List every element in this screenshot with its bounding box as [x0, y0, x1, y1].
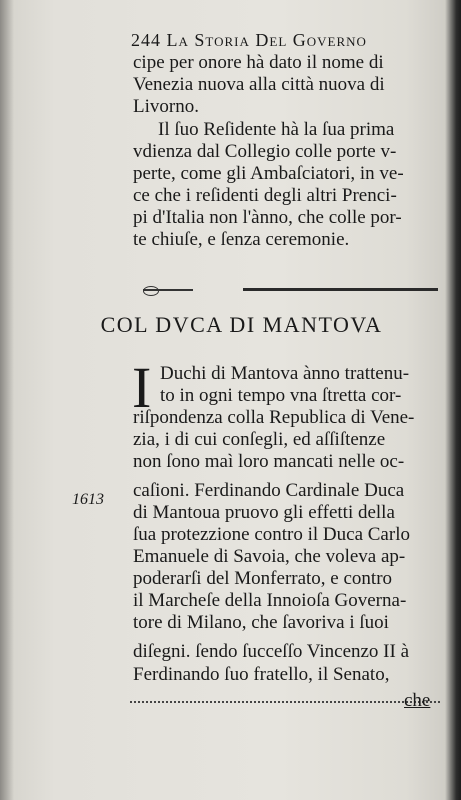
underline-mark	[130, 697, 440, 703]
text-line: Ferdinando ſuo fratello, il Senato,	[133, 664, 390, 685]
text-line: Il ſuo Reſidente hà la ſua prima	[158, 119, 395, 140]
page-edge-shadow	[445, 0, 461, 800]
gutter-shadow	[0, 0, 14, 800]
text-line: diſegni. ſendo ſucceſſo Vincenzo II à	[133, 641, 410, 662]
text-line: zia, i di cui conſegli, ed aſſiſtenze	[133, 429, 386, 450]
running-header	[131, 30, 367, 51]
text-line: Livorno.	[133, 96, 199, 117]
text-line: caſioni. Ferdinando Cardinale Duca	[133, 480, 405, 501]
text-line: riſpondenza colla Republica di Vene-	[133, 407, 415, 428]
text-line: Emanuele di Savoia, che voleva ap-	[133, 546, 406, 567]
page-number: 244	[131, 30, 161, 50]
text-line: non ſono maì loro mancati nelle oc-	[133, 451, 405, 472]
text-line: cipe per onore hà dato il nome di	[133, 52, 384, 73]
text-line: to in ogni tempo vna ſtretta cor-	[160, 385, 402, 406]
text-line: vdienza dal Collegio colle porte v-	[133, 141, 397, 162]
text-line: ſua protezzione contro il Duca Carlo	[133, 524, 410, 545]
text-line: poderarſi del Monferrato, e contro	[133, 568, 393, 589]
margin-date-note: 1613	[72, 491, 104, 508]
ornament-flourish	[143, 289, 193, 291]
drop-cap: I	[132, 355, 152, 420]
section-rule	[243, 288, 438, 291]
text-line: Duchi di Mantova ànno trattenu-	[160, 363, 410, 384]
running-title: La Storia Del Governo	[166, 30, 367, 50]
text-line: perte, come gli Ambaſciatori, in ve-	[133, 163, 404, 184]
text-line: Venezia nuova alla città nuova di	[133, 74, 385, 95]
catchword: che	[404, 690, 431, 711]
section-title: COL DVCA DI MANTOVA	[100, 312, 383, 337]
text-line: tore di Milano, che ſavoriva i ſuoi	[133, 612, 389, 633]
text-line: il Marcheſe della Innoioſa Governa-	[133, 590, 407, 611]
text-line: pi d'Italia non l'ànno, che colle por-	[133, 207, 402, 228]
text-line: di Mantoua pruovo gli effetti della	[133, 502, 395, 523]
text-line: te chiuſe, e ſenza ceremonie.	[133, 229, 350, 250]
text-line: ce che i reſidenti degli altri Prenci-	[133, 185, 397, 206]
